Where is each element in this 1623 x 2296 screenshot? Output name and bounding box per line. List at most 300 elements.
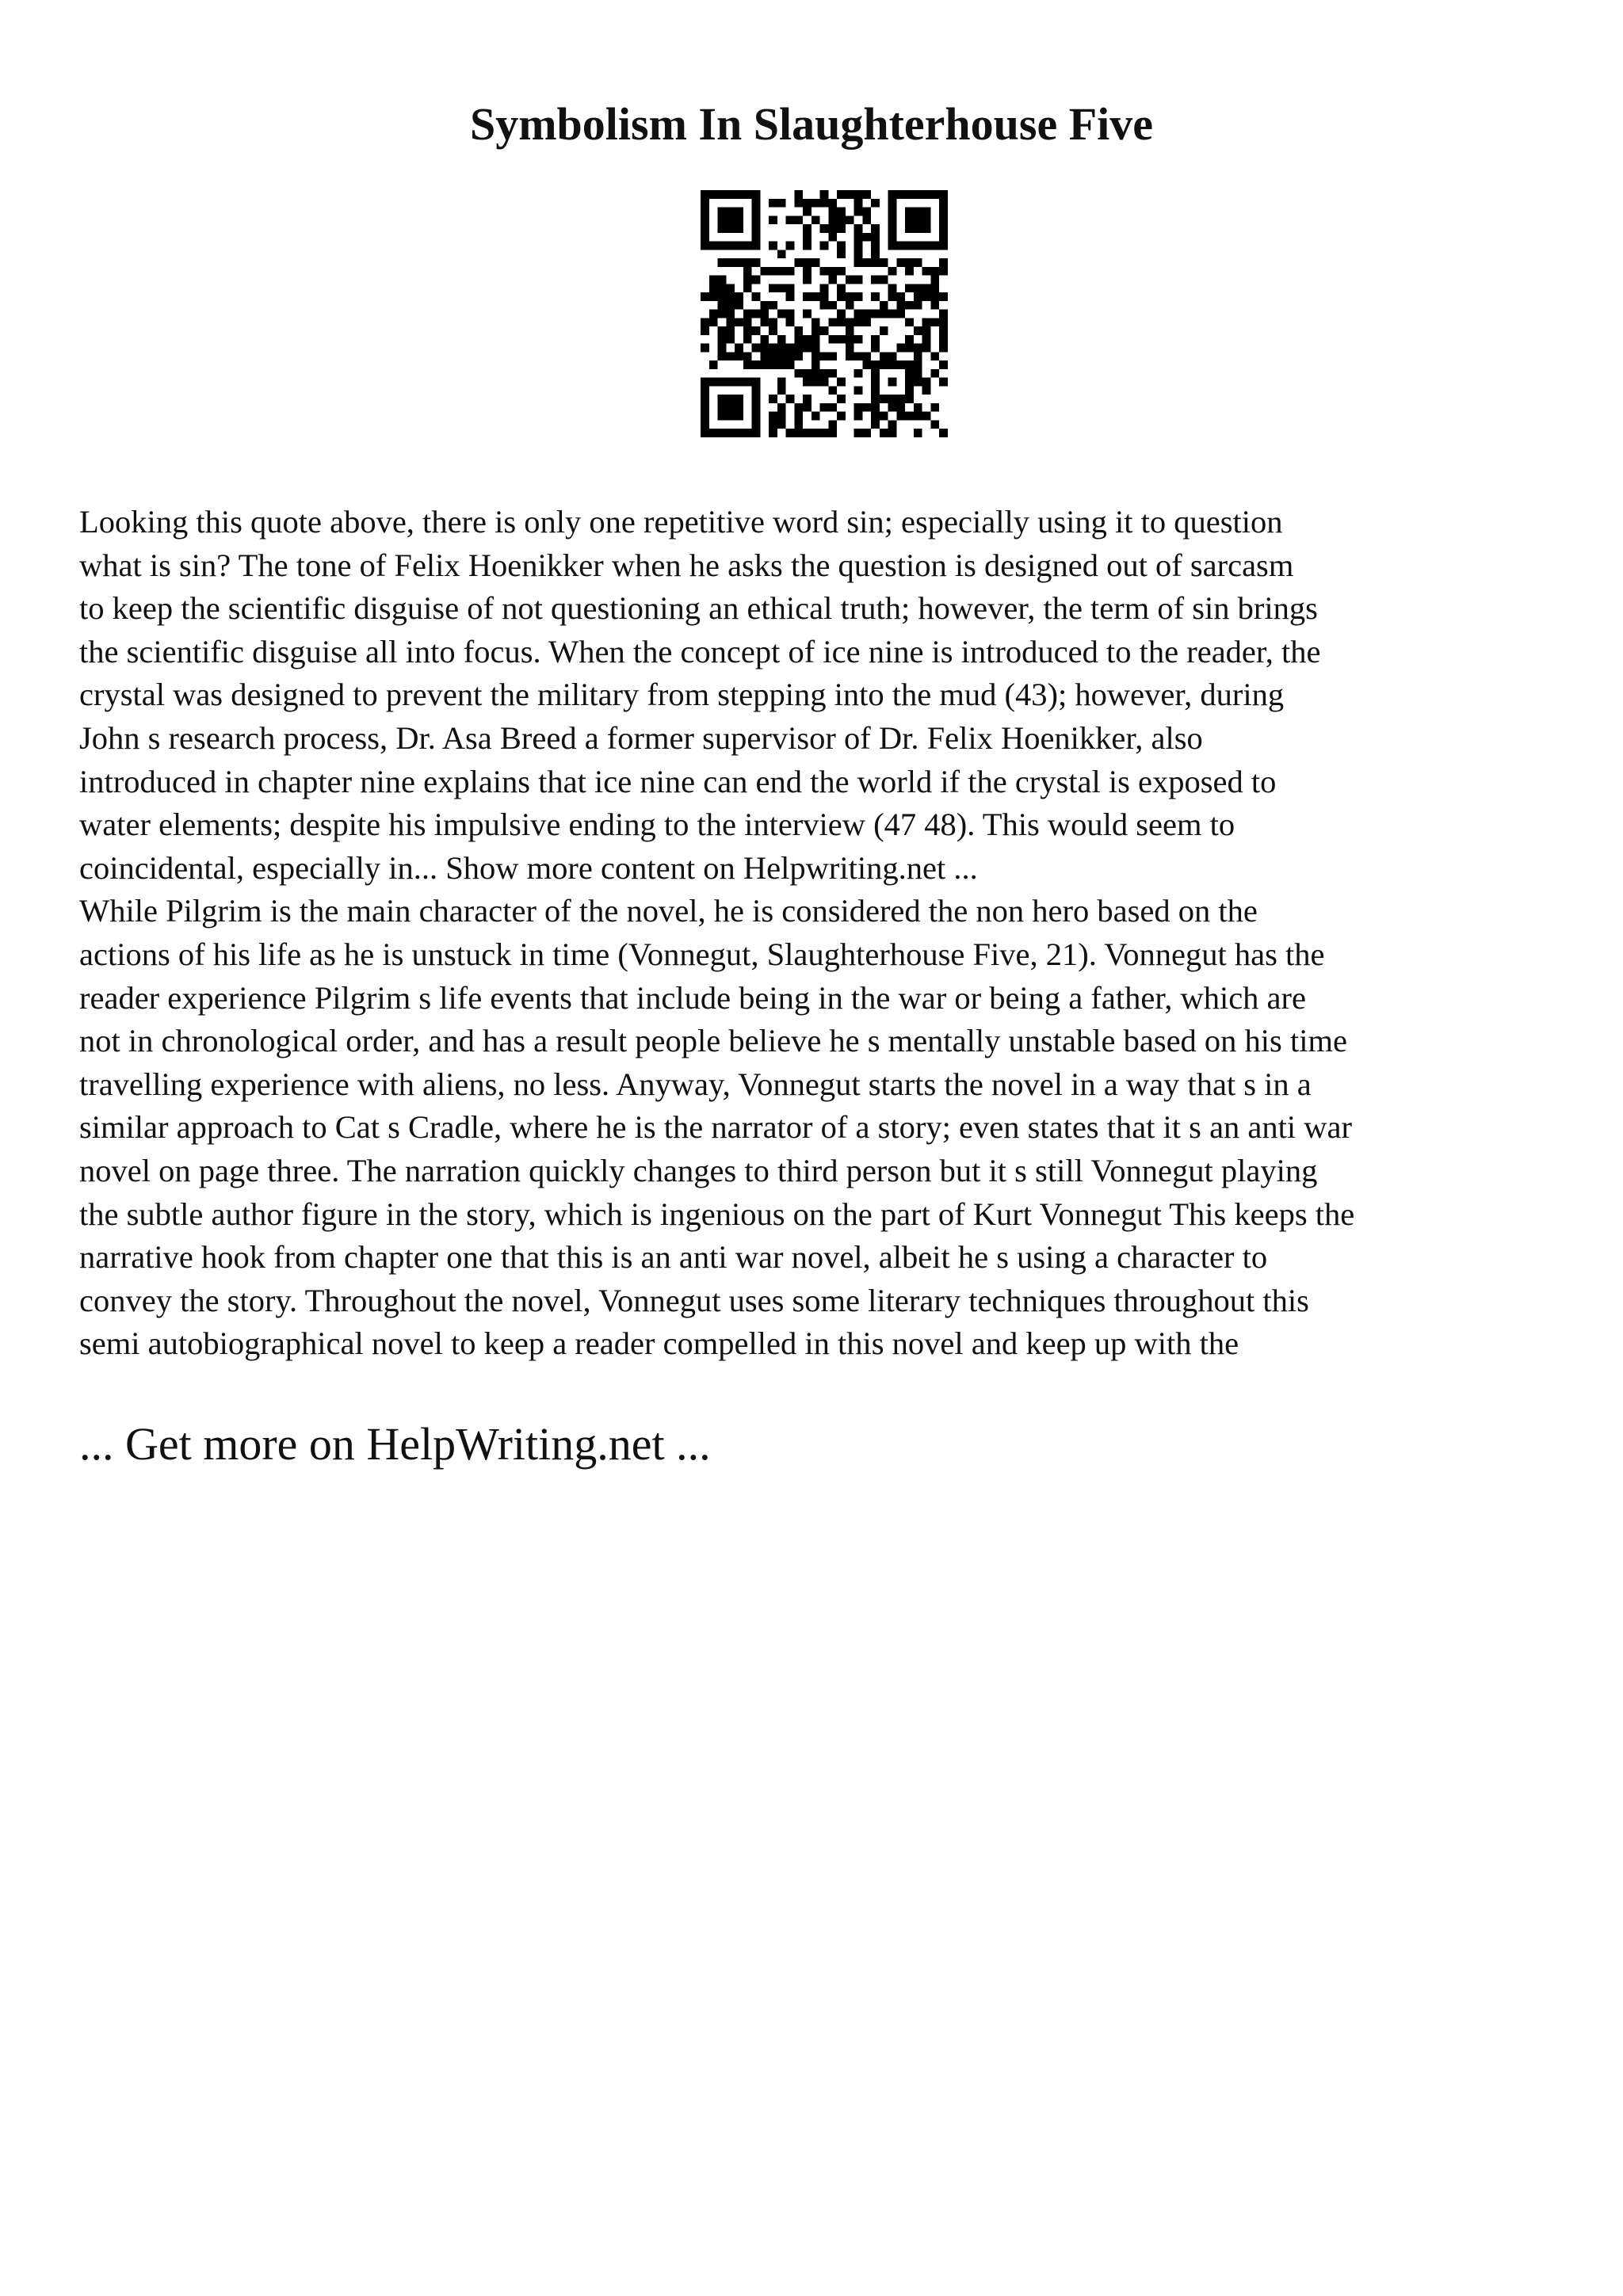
qr-module — [939, 292, 948, 301]
qr-module — [794, 258, 803, 267]
qr-module — [701, 224, 709, 233]
qr-module — [854, 403, 863, 412]
qr-module — [837, 310, 846, 318]
qr-module — [701, 190, 709, 199]
qr-module — [922, 267, 931, 276]
qr-module — [803, 258, 812, 267]
qr-module — [846, 344, 854, 353]
qr-module — [794, 344, 803, 353]
qr-module — [752, 233, 761, 242]
qr-module — [930, 190, 939, 199]
qr-module — [726, 395, 735, 403]
qr-module — [743, 310, 752, 318]
qr-module — [854, 310, 863, 318]
qr-module — [812, 199, 820, 208]
qr-module — [803, 403, 812, 412]
qr-module — [939, 190, 948, 199]
qr-module — [803, 310, 812, 318]
qr-module — [812, 335, 820, 344]
qr-module — [709, 360, 718, 369]
qr-module — [820, 378, 829, 387]
qr-module — [701, 378, 709, 387]
qr-module — [786, 318, 795, 326]
qr-module — [914, 190, 922, 199]
qr-module — [820, 284, 829, 292]
qr-module — [914, 215, 922, 224]
qr-module — [752, 190, 761, 199]
qr-module — [896, 258, 905, 267]
qr-module — [794, 369, 803, 378]
qr-module — [905, 369, 914, 378]
qr-module — [769, 215, 777, 224]
qr-module — [914, 369, 922, 378]
qr-module — [922, 284, 931, 292]
show-more-line[interactable]: coincidental, especially in... Show more content on Helpwriting.net ... — [79, 849, 978, 886]
qr-module — [752, 326, 761, 335]
qr-module — [905, 378, 914, 387]
qr-module — [812, 344, 820, 353]
qr-module — [854, 233, 863, 242]
qr-module — [820, 267, 829, 276]
qr-module — [871, 258, 880, 267]
qr-module — [769, 429, 777, 437]
qr-module — [888, 199, 897, 208]
qr-module — [828, 276, 837, 284]
qr-module — [718, 429, 727, 437]
text-line: similar approach to Cat s Cradle, where he is the narrator of a story; even states that it s an anti war — [79, 1109, 1352, 1146]
qr-module — [735, 301, 743, 310]
qr-module — [862, 403, 871, 412]
qr-module — [803, 378, 812, 387]
qr-module — [888, 429, 897, 437]
qr-module — [888, 420, 897, 429]
qr-module — [880, 310, 888, 318]
qr-module — [905, 284, 914, 292]
qr-module — [718, 258, 727, 267]
qr-module — [803, 335, 812, 344]
qr-module — [880, 276, 888, 284]
qr-module — [718, 292, 727, 301]
qr-module — [777, 412, 786, 421]
qr-module — [743, 190, 752, 199]
qr-module — [701, 344, 709, 353]
qr-module — [871, 292, 880, 301]
qr-module — [803, 208, 812, 216]
text-line: While Pilgrim is the main character of the novel, he is considered the non hero based on the — [79, 893, 1258, 929]
qr-module — [837, 242, 846, 250]
qr-module — [743, 352, 752, 360]
qr-module — [896, 395, 905, 403]
qr-module — [777, 344, 786, 353]
qr-module — [905, 242, 914, 250]
qr-module — [726, 326, 735, 335]
qr-module — [752, 242, 761, 250]
qr-module — [718, 395, 727, 403]
qr-module — [888, 233, 897, 242]
qr-module — [726, 224, 735, 233]
qr-module — [837, 318, 846, 326]
text-line: narrative hook from chapter one that this is an anti war novel, albeit he s using a character to — [79, 1239, 1268, 1276]
qr-module — [862, 318, 871, 326]
qr-module — [803, 224, 812, 233]
qr-module — [735, 224, 743, 233]
qr-module — [743, 318, 752, 326]
qr-module — [939, 199, 948, 208]
qr-module — [812, 352, 820, 360]
qr-module — [760, 301, 769, 310]
qr-module — [752, 208, 761, 216]
qr-module — [726, 301, 735, 310]
qr-module — [914, 326, 922, 335]
qr-module — [914, 301, 922, 310]
qr-module — [837, 190, 846, 199]
qr-module — [726, 403, 735, 412]
qr-module — [726, 242, 735, 250]
qr-module — [726, 412, 735, 421]
qr-module — [828, 335, 837, 344]
qr-module — [837, 395, 846, 403]
qr-module — [828, 369, 837, 378]
qr-module — [726, 352, 735, 360]
qr-module — [854, 242, 863, 250]
qr-module — [777, 378, 786, 387]
qr-module — [828, 267, 837, 276]
qr-module — [888, 190, 897, 199]
qr-module — [871, 386, 880, 395]
qr-module — [939, 318, 948, 326]
qr-module — [743, 378, 752, 387]
qr-module — [718, 224, 727, 233]
qr-module — [794, 190, 803, 199]
qr-module — [939, 335, 948, 344]
qr-module — [726, 258, 735, 267]
qr-module — [760, 352, 769, 360]
qr-module — [914, 242, 922, 250]
qr-module — [871, 310, 880, 318]
qr-module — [701, 318, 709, 326]
qr-module — [922, 318, 931, 326]
qr-module — [914, 412, 922, 421]
qr-module — [828, 199, 837, 208]
qr-module — [854, 412, 863, 421]
qr-module — [769, 318, 777, 326]
qr-module — [862, 429, 871, 437]
qr-code-icon — [701, 190, 948, 437]
qr-module — [905, 258, 914, 267]
text-line: reader experience Pilgrim s life events that include being in the war or being a father, which are — [79, 979, 1306, 1016]
qr-module — [803, 199, 812, 208]
qr-module — [812, 326, 820, 335]
qr-module — [735, 242, 743, 250]
qr-module — [922, 190, 931, 199]
qr-module — [896, 403, 905, 412]
qr-module — [752, 292, 761, 301]
qr-module — [837, 208, 846, 216]
qr-module — [846, 292, 854, 301]
qr-module — [726, 310, 735, 318]
qr-module — [820, 242, 829, 250]
qr-module — [922, 378, 931, 387]
qr-module — [735, 258, 743, 267]
qr-module — [769, 267, 777, 276]
qr-module — [854, 352, 863, 360]
qr-module — [701, 395, 709, 403]
qr-module — [752, 344, 761, 353]
qr-module — [803, 233, 812, 242]
qr-module — [871, 250, 880, 258]
qr-module — [880, 352, 888, 360]
qr-module — [735, 378, 743, 387]
qr-module — [896, 310, 905, 318]
qr-module — [718, 378, 727, 387]
qr-module — [930, 369, 939, 378]
qr-module — [777, 284, 786, 292]
qr-module — [914, 360, 922, 369]
qr-module — [709, 429, 718, 437]
qr-module — [905, 412, 914, 421]
qr-module — [930, 318, 939, 326]
qr-module — [854, 386, 863, 395]
qr-module — [922, 335, 931, 344]
qr-module — [846, 326, 854, 335]
qr-module — [854, 292, 863, 301]
qr-module — [880, 395, 888, 403]
qr-module — [914, 429, 922, 437]
qr-module — [871, 360, 880, 369]
get-more-link[interactable]: ... Get more on HelpWriting.net ... — [79, 1418, 711, 1470]
qr-module — [794, 420, 803, 429]
qr-module — [752, 412, 761, 421]
qr-module — [846, 276, 854, 284]
qr-module — [701, 199, 709, 208]
qr-module — [905, 335, 914, 344]
qr-module — [743, 429, 752, 437]
qr-module — [701, 326, 709, 335]
page-title: Symbolism In Slaughterhouse Five — [469, 98, 1154, 150]
qr-module — [726, 208, 735, 216]
qr-module — [760, 318, 769, 326]
qr-module — [777, 267, 786, 276]
qr-module — [914, 344, 922, 353]
qr-module — [769, 284, 777, 292]
qr-module — [752, 360, 761, 369]
qr-module — [718, 301, 727, 310]
qr-module — [803, 369, 812, 378]
qr-module — [786, 360, 795, 369]
qr-module — [888, 292, 897, 301]
qr-module — [939, 378, 948, 387]
qr-module — [837, 267, 846, 276]
qr-module — [914, 378, 922, 387]
qr-module — [743, 258, 752, 267]
qr-module — [914, 224, 922, 233]
qr-module — [820, 301, 829, 310]
qr-module — [752, 276, 761, 284]
qr-module — [735, 190, 743, 199]
qr-module — [735, 215, 743, 224]
qr-module — [718, 335, 727, 344]
qr-module — [794, 403, 803, 412]
qr-module — [777, 335, 786, 344]
qr-module — [905, 318, 914, 326]
text-line: the scientific disguise all into focus. When the concept of ice nine is introduced to the reader, the — [79, 633, 1321, 669]
qr-module — [777, 250, 786, 258]
qr-module — [888, 378, 897, 387]
qr-module — [743, 242, 752, 250]
qr-module — [922, 292, 931, 301]
qr-module — [837, 284, 846, 292]
qr-module — [820, 429, 829, 437]
qr-module — [803, 276, 812, 284]
qr-module — [854, 190, 863, 199]
text-line: water elements; despite his impulsive ending to the interview (47 48). This would seem to — [79, 807, 1235, 843]
qr-module — [922, 326, 931, 335]
qr-module — [871, 344, 880, 353]
qr-module — [709, 318, 718, 326]
qr-module — [760, 344, 769, 353]
qr-module — [854, 224, 863, 233]
qr-module — [743, 335, 752, 344]
qr-module — [846, 335, 854, 344]
qr-module — [846, 215, 854, 224]
qr-module — [828, 208, 837, 216]
qr-module — [777, 352, 786, 360]
qr-module — [794, 326, 803, 335]
qr-module — [735, 318, 743, 326]
qr-module — [752, 429, 761, 437]
qr-module — [726, 284, 735, 292]
qr-module — [896, 301, 905, 310]
qr-module — [803, 267, 812, 276]
qr-module — [803, 429, 812, 437]
qr-module — [862, 360, 871, 369]
qr-module — [752, 420, 761, 429]
qr-module — [735, 352, 743, 360]
qr-module — [871, 233, 880, 242]
qr-module — [718, 190, 727, 199]
qr-module — [709, 284, 718, 292]
qr-module — [752, 224, 761, 233]
qr-module — [914, 208, 922, 216]
qr-module — [914, 258, 922, 267]
qr-module — [905, 395, 914, 403]
qr-module — [888, 360, 897, 369]
qr-module — [880, 258, 888, 267]
qr-module — [735, 292, 743, 301]
qr-module — [820, 292, 829, 301]
text-line: semi autobiographical novel to keep a reader compelled in this novel and keep up with the — [79, 1325, 1239, 1362]
qr-module — [880, 326, 888, 335]
qr-module — [794, 429, 803, 437]
qr-module — [803, 395, 812, 403]
text-line: to keep the scientific disguise of not questioning an ethical truth; however, the term of sin brings — [79, 590, 1318, 627]
qr-module — [837, 292, 846, 301]
qr-module — [871, 242, 880, 250]
qr-module — [812, 360, 820, 369]
body-text — [79, 501, 1569, 1366]
qr-module — [888, 403, 897, 412]
qr-module — [820, 190, 829, 199]
qr-module — [803, 344, 812, 353]
qr-module — [871, 378, 880, 387]
qr-module — [854, 250, 863, 258]
qr-module — [726, 429, 735, 437]
qr-module — [905, 386, 914, 395]
qr-module — [837, 215, 846, 224]
qr-module — [854, 258, 863, 267]
qr-module — [709, 378, 718, 387]
qr-module — [896, 344, 905, 353]
qr-module — [743, 326, 752, 335]
qr-module — [812, 378, 820, 387]
qr-module — [701, 242, 709, 250]
qr-module — [769, 360, 777, 369]
qr-module — [794, 199, 803, 208]
qr-module — [709, 292, 718, 301]
qr-module — [888, 242, 897, 250]
qr-module — [888, 352, 897, 360]
qr-module — [930, 301, 939, 310]
qr-module — [760, 267, 769, 276]
qr-module — [743, 276, 752, 284]
qr-module — [752, 215, 761, 224]
qr-module — [803, 242, 812, 250]
qr-module — [854, 369, 863, 378]
qr-module — [812, 318, 820, 326]
qr-module — [862, 310, 871, 318]
qr-module — [828, 224, 837, 233]
qr-module — [854, 208, 863, 216]
qr-module — [726, 335, 735, 344]
qr-module — [939, 224, 948, 233]
qr-module — [777, 386, 786, 395]
qr-module — [820, 326, 829, 335]
qr-module — [786, 242, 795, 250]
qr-module — [743, 284, 752, 292]
qr-module — [777, 310, 786, 318]
qr-module — [862, 258, 871, 267]
qr-module — [871, 369, 880, 378]
qr-module — [922, 208, 931, 216]
qr-module — [820, 369, 829, 378]
qr-module — [769, 352, 777, 360]
qr-module — [726, 318, 735, 326]
text-line: actions of his life as he is unstuck in time (Vonnegut, Slaughterhouse Five, 21). Vonnegut has the — [79, 936, 1325, 972]
qr-module — [888, 395, 897, 403]
qr-module — [888, 267, 897, 276]
qr-module — [930, 420, 939, 429]
qr-module — [812, 292, 820, 301]
qr-module — [718, 208, 727, 216]
qr-module — [786, 344, 795, 353]
qr-module — [837, 224, 846, 233]
qr-module — [760, 310, 769, 318]
qr-module — [718, 242, 727, 250]
qr-module — [905, 215, 914, 224]
qr-module — [846, 318, 854, 326]
qr-module — [812, 412, 820, 421]
qr-module — [939, 233, 948, 242]
text-line: John s research process, Dr. Asa Breed a former supervisor of Dr. Felix Hoenikker, also — [79, 719, 1203, 756]
qr-module — [794, 412, 803, 421]
qr-module — [939, 429, 948, 437]
qr-module — [794, 215, 803, 224]
text-line: what is sin? The tone of Felix Hoenikker when he asks the question is designed out of sarcasm — [79, 547, 1294, 583]
qr-module — [726, 378, 735, 387]
qr-module — [726, 292, 735, 301]
qr-module — [752, 386, 761, 395]
qr-module — [752, 403, 761, 412]
